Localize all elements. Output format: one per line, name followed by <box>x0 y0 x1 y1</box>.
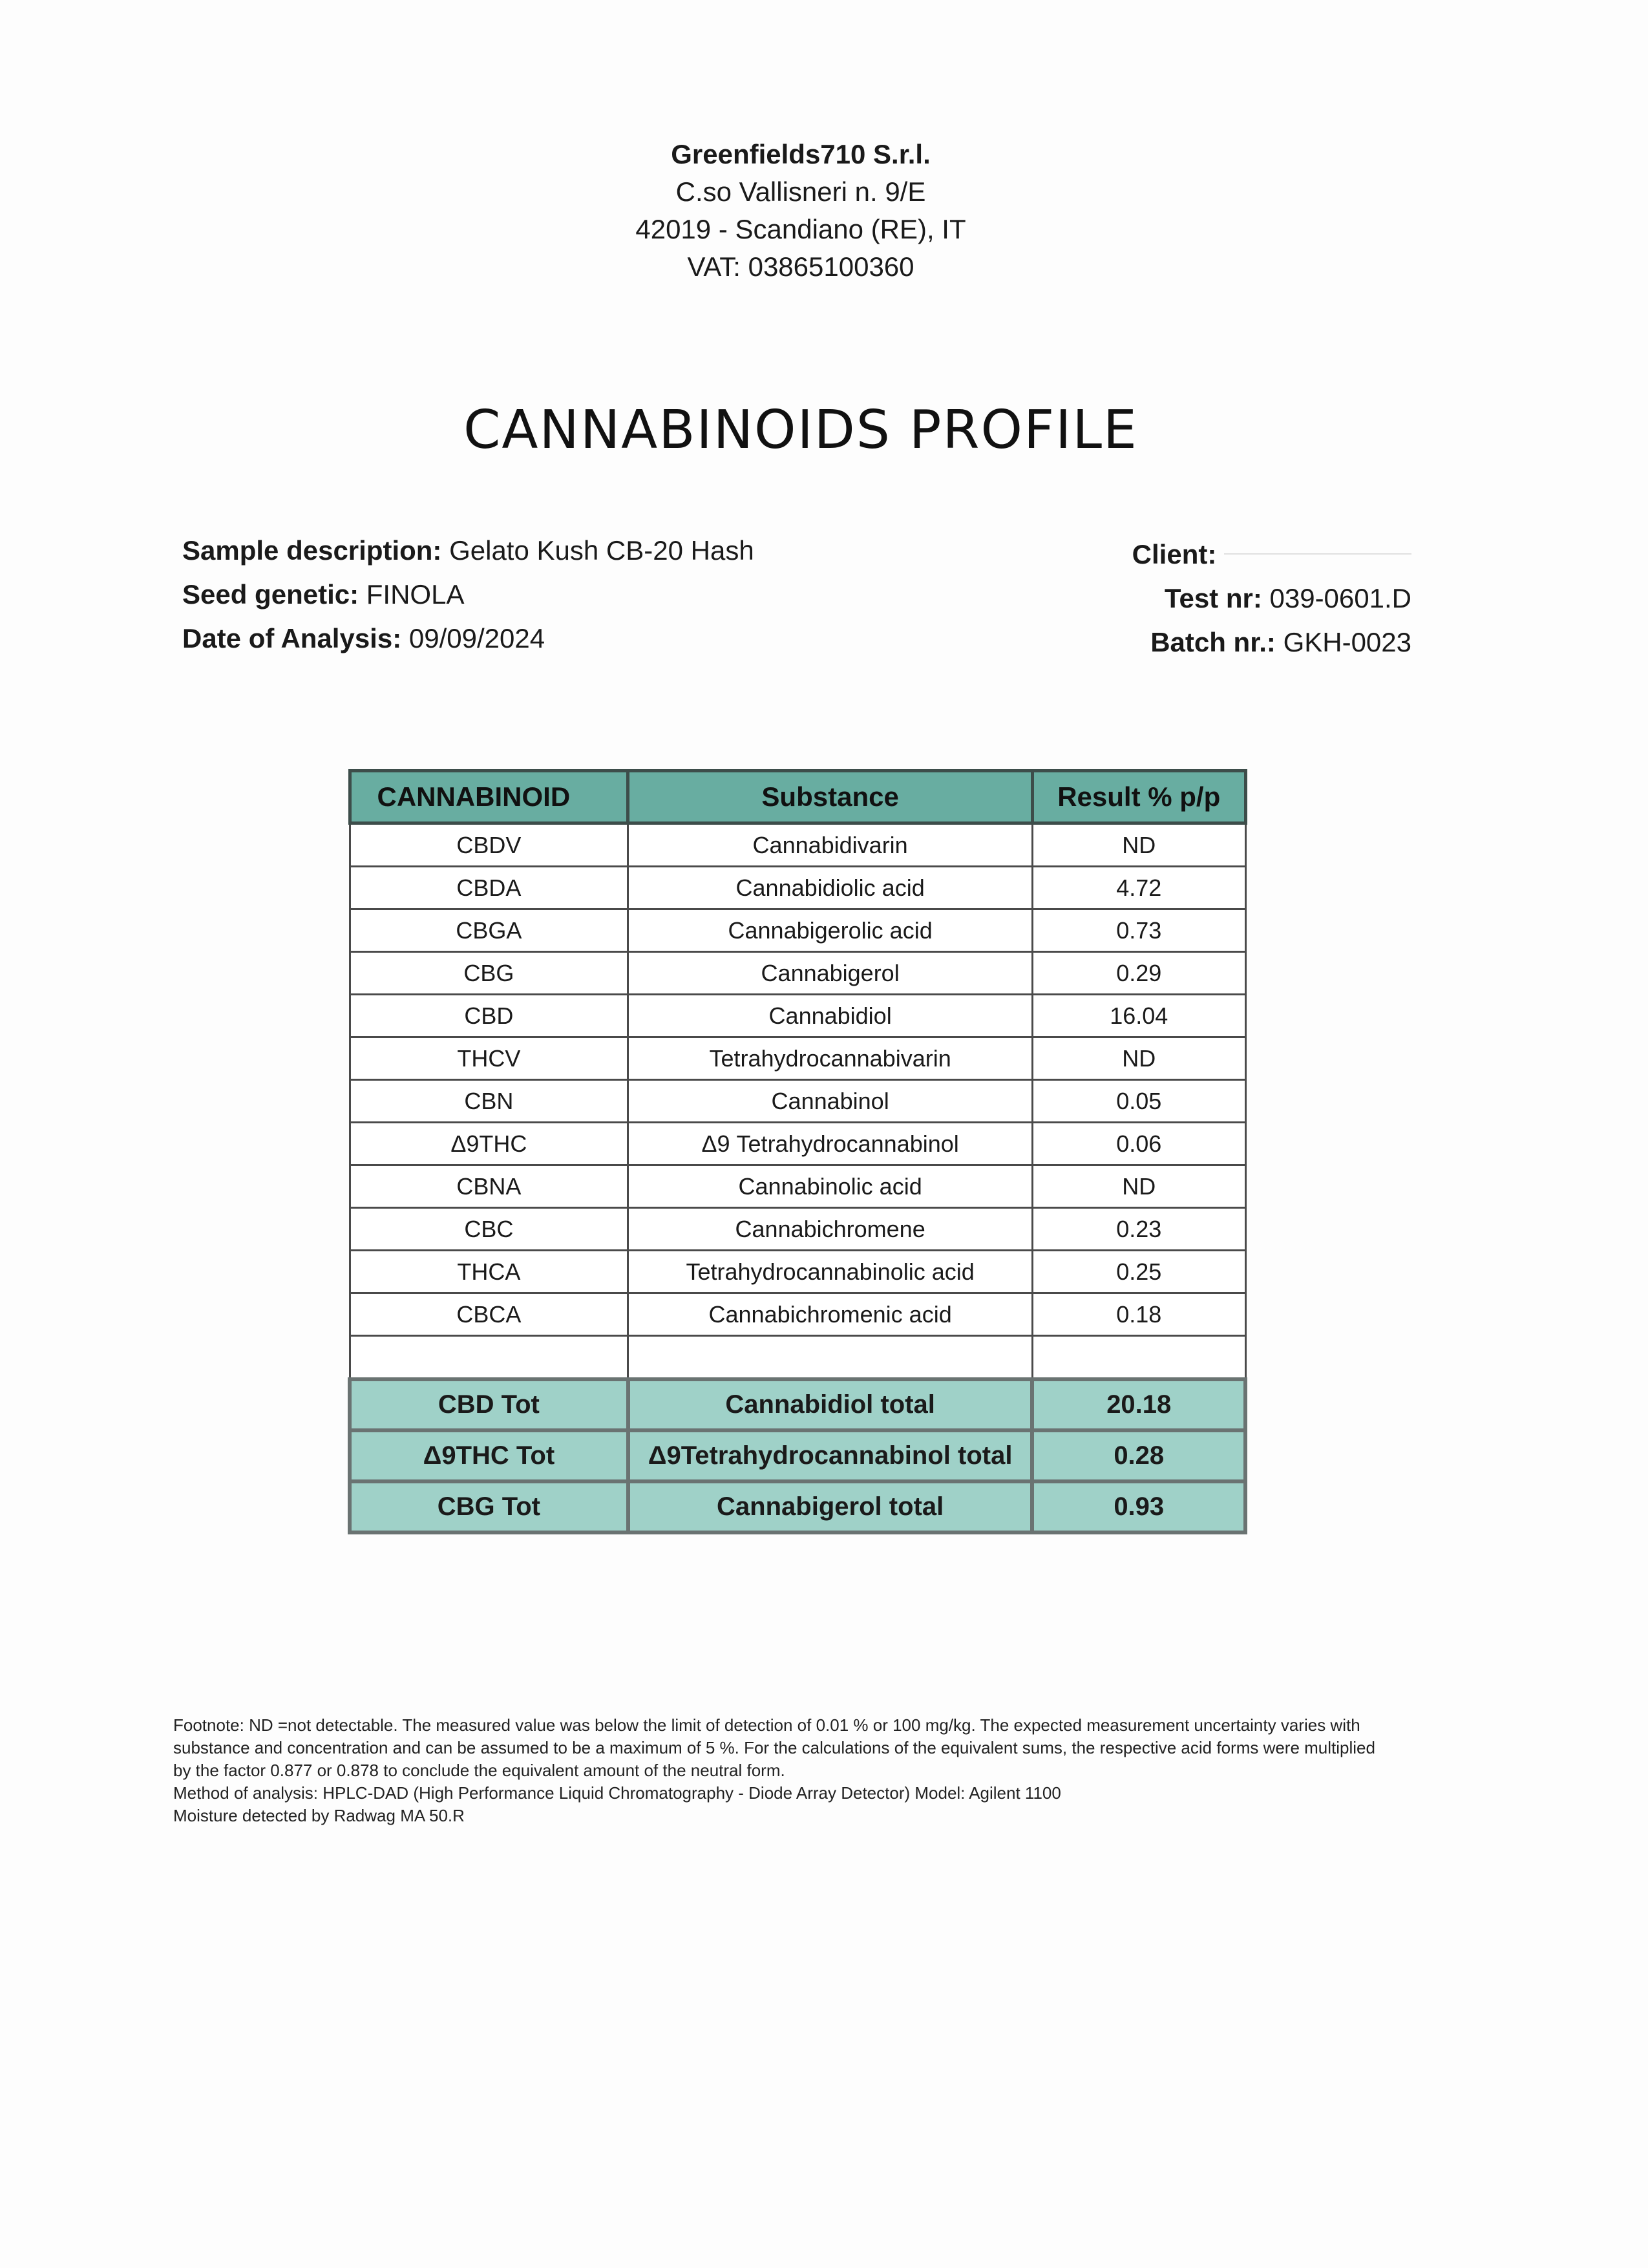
substance-name: Tetrahydrocannabivarin <box>628 1037 1033 1080</box>
result-value: 16.04 <box>1032 995 1245 1037</box>
seed-genetic <box>182 573 754 617</box>
result-value: 0.06 <box>1032 1123 1245 1165</box>
test-number-label: Test nr: <box>1164 583 1262 613</box>
footnote-text: Footnote: ND =not detectable. The measured value was below the limit of detection of 0.01 % or 100 mg/kg. The expected measurement uncertainty varies with substance and concentration and can be assumed to be a maximum of 5 %. For the calculations of the equivalent sums, the respective acid forms were multiplied by the factor 0.877 or 0.878 to conclude the equivalent amount of the neutral form. <box>173 1715 1375 1780</box>
sample-description-value: Gelato Kush CB-20 Hash <box>449 535 754 566</box>
result-value: ND <box>1032 1037 1245 1080</box>
sample-info <box>182 529 754 661</box>
analysis-date <box>182 617 754 661</box>
cannabinoid-code: CBDA <box>350 867 628 909</box>
cannabinoids-table <box>348 769 1247 1534</box>
substance-name: Cannabinolic acid <box>628 1165 1033 1208</box>
cannabinoid-code: CBGA <box>350 909 628 952</box>
cannabinoid-code <box>350 1336 628 1380</box>
batch-number <box>1132 620 1411 664</box>
substance-name: Tetrahydrocannabinolic acid <box>628 1251 1033 1293</box>
total-result: 0.28 <box>1032 1430 1245 1481</box>
table-row-empty <box>350 1336 1245 1380</box>
cannabinoid-code: CBN <box>350 1080 628 1123</box>
table-row <box>350 1251 1245 1293</box>
batch-number-value: GKH-0023 <box>1283 627 1411 657</box>
sample-description-label: Sample description: <box>182 535 442 566</box>
total-substance: Cannabigerol total <box>628 1481 1033 1532</box>
table-header-row <box>350 771 1245 823</box>
substance-name: Δ9 Tetrahydrocannabinol <box>628 1123 1033 1165</box>
cannabinoid-code: THCV <box>350 1037 628 1080</box>
substance-name: Cannabidiolic acid <box>628 867 1033 909</box>
total-result: 0.93 <box>1032 1481 1245 1532</box>
client-label: Client: <box>1132 539 1217 569</box>
result-value <box>1032 1336 1245 1380</box>
substance-name: Cannabichromene <box>628 1208 1033 1251</box>
table-body <box>350 823 1245 1380</box>
cannabinoid-code: CBDV <box>350 823 628 867</box>
client-value <box>1224 533 1411 555</box>
table-row <box>350 1080 1245 1123</box>
header-cannabinoid: CANNABINOID <box>350 771 628 823</box>
cannabinoid-code: CBCA <box>350 1293 628 1336</box>
result-value: 0.18 <box>1032 1293 1245 1336</box>
company-city: 42019 - Scandiano (RE), IT <box>635 214 966 244</box>
total-code: CBG Tot <box>350 1481 628 1532</box>
total-substance: Cannabidiol total <box>628 1379 1033 1430</box>
result-value: 0.23 <box>1032 1208 1245 1251</box>
result-value: 4.72 <box>1032 867 1245 909</box>
total-code: Δ9THC Tot <box>350 1430 628 1481</box>
substance-name: Cannabinol <box>628 1080 1033 1123</box>
total-row <box>350 1430 1245 1481</box>
table-totals <box>350 1379 1245 1532</box>
total-code: CBD Tot <box>350 1379 628 1430</box>
footnote <box>173 1714 1388 1827</box>
table-row <box>350 952 1245 995</box>
total-result: 20.18 <box>1032 1379 1245 1430</box>
substance-name: Cannabidiol <box>628 995 1033 1037</box>
method-text: Method of analysis: HPLC-DAD (High Performance Liquid Chromatography - Diode Array Detector) Model: Agilent 1100 <box>173 1783 1061 1803</box>
substance-name: Cannabigerolic acid <box>628 909 1033 952</box>
cannabinoid-code: CBC <box>350 1208 628 1251</box>
seed-genetic-value: FINOLA <box>366 579 465 609</box>
company-vat: VAT: 03865100360 <box>687 251 914 282</box>
table-row <box>350 823 1245 867</box>
cannabinoid-code: CBNA <box>350 1165 628 1208</box>
company-address: C.so Vallisneri n. 9/E <box>675 176 926 207</box>
cannabinoid-code: THCA <box>350 1251 628 1293</box>
company-name: Greenfields710 S.r.l. <box>671 139 931 169</box>
substance-name: Cannabigerol <box>628 952 1033 995</box>
header-substance: Substance <box>628 771 1033 823</box>
table-row <box>350 1037 1245 1080</box>
test-number-value: 039-0601.D <box>1269 583 1411 613</box>
substance-name: Cannabichromenic acid <box>628 1293 1033 1336</box>
total-substance: Δ9Tetrahydrocannabinol total <box>628 1430 1033 1481</box>
result-value: 0.25 <box>1032 1251 1245 1293</box>
table-row <box>350 909 1245 952</box>
sample-description <box>182 529 754 573</box>
client <box>1132 533 1411 577</box>
table-row <box>350 1165 1245 1208</box>
substance-name <box>628 1336 1033 1380</box>
table-row <box>350 1208 1245 1251</box>
page-title: CANNABINOIDS PROFILE <box>463 399 1138 461</box>
total-row <box>350 1379 1245 1430</box>
seed-genetic-label: Seed genetic: <box>182 579 359 609</box>
result-value: 0.73 <box>1032 909 1245 952</box>
total-row <box>350 1481 1245 1532</box>
company-header <box>0 136 1601 286</box>
table-row <box>350 995 1245 1037</box>
substance-name: Cannabidivarin <box>628 823 1033 867</box>
header-result: Result % p/p <box>1032 771 1245 823</box>
batch-number-label: Batch nr.: <box>1150 627 1276 657</box>
result-value: 0.05 <box>1032 1080 1245 1123</box>
client-info <box>1132 533 1411 664</box>
cannabinoid-code: CBD <box>350 995 628 1037</box>
table-row <box>350 1123 1245 1165</box>
analysis-date-value: 09/09/2024 <box>408 623 545 653</box>
test-number <box>1132 577 1411 620</box>
result-value: 0.29 <box>1032 952 1245 995</box>
result-value: ND <box>1032 823 1245 867</box>
table-row <box>350 867 1245 909</box>
result-value: ND <box>1032 1165 1245 1208</box>
table-row <box>350 1293 1245 1336</box>
cannabinoid-code: CBG <box>350 952 628 995</box>
analysis-date-label: Date of Analysis: <box>182 623 402 653</box>
moisture-text: Moisture detected by Radwag MA 50.R <box>173 1806 465 1825</box>
cannabinoid-code: Δ9THC <box>350 1123 628 1165</box>
